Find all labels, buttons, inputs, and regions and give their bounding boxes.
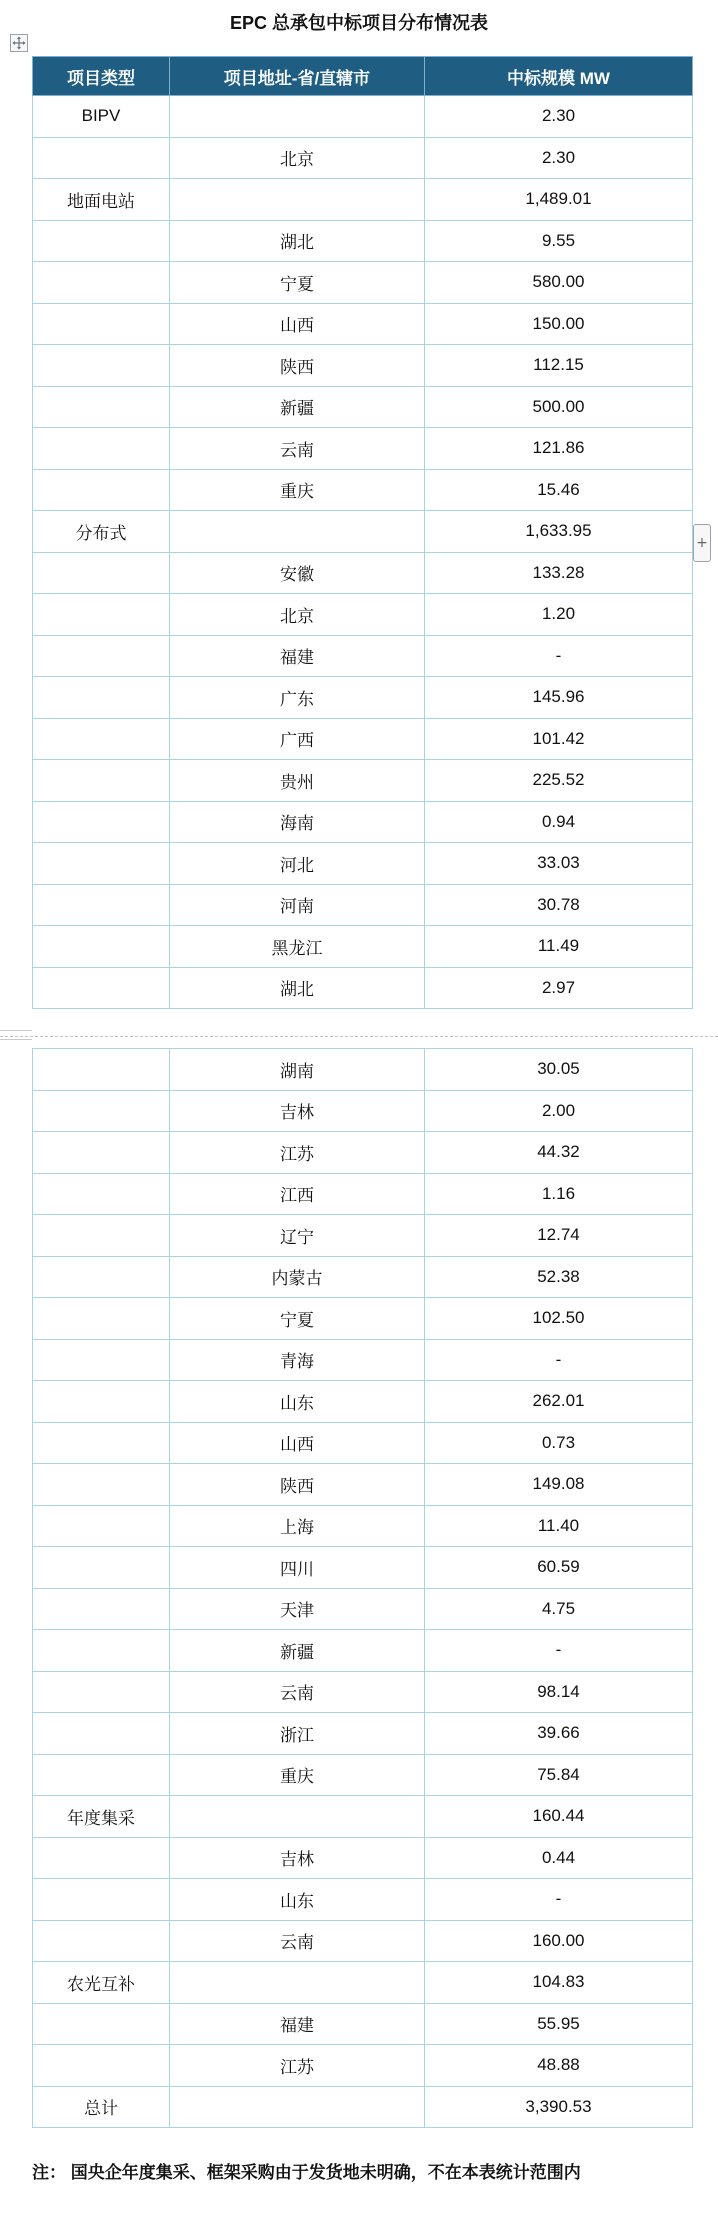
- cell-province: 新疆: [170, 386, 425, 428]
- cell-scale-mw: 11.40: [425, 1505, 693, 1547]
- cell-province: [170, 1796, 425, 1838]
- cell-project-type: 地面电站: [33, 179, 170, 221]
- cell-province: 上海: [170, 1505, 425, 1547]
- cell-scale-mw: 262.01: [425, 1381, 693, 1423]
- footnote: 注： 国央企年度集采、框架采购由于发货地未明确，不在本表统计范围内: [32, 2163, 581, 2182]
- header-project-type: 项目类型: [33, 57, 170, 96]
- cell-province: 黑龙江: [170, 926, 425, 968]
- table-row: [33, 1132, 693, 1174]
- cell-province: 湖北: [170, 220, 425, 262]
- cell-scale-mw: 0.73: [425, 1422, 693, 1464]
- cell-project-type: [33, 386, 170, 428]
- cell-province: 广东: [170, 677, 425, 719]
- cell-project-type: [33, 2045, 170, 2087]
- table-row: [33, 1920, 693, 1962]
- cell-province: 陕西: [170, 345, 425, 387]
- cell-project-type: [33, 1090, 170, 1132]
- cell-scale-mw: 160.44: [425, 1796, 693, 1838]
- table-row: [33, 220, 693, 262]
- table-row: [33, 1879, 693, 1921]
- cell-scale-mw: 150.00: [425, 303, 693, 345]
- cell-project-type: [33, 2003, 170, 2045]
- project-distribution-table-continued: [32, 1048, 693, 2128]
- cell-scale-mw: 0.44: [425, 1837, 693, 1879]
- header-scale-mw: 中标规模 MW: [425, 57, 693, 96]
- cell-province: 贵州: [170, 760, 425, 802]
- cell-province: 重庆: [170, 1754, 425, 1796]
- cell-scale-mw: 101.42: [425, 718, 693, 760]
- table-row: [33, 179, 693, 221]
- cell-scale-mw: 149.08: [425, 1464, 693, 1506]
- cell-project-type: [33, 1339, 170, 1381]
- cell-province: 山西: [170, 303, 425, 345]
- cell-project-type: [33, 469, 170, 511]
- cell-province: [170, 96, 425, 138]
- cell-province: 北京: [170, 594, 425, 636]
- cell-scale-mw: 133.28: [425, 552, 693, 594]
- cell-project-type: [33, 1422, 170, 1464]
- cell-scale-mw: 1,489.01: [425, 179, 693, 221]
- cell-project-type: [33, 1256, 170, 1298]
- table-row: [33, 967, 693, 1009]
- cell-scale-mw: 1,633.95: [425, 511, 693, 553]
- cell-province: 北京: [170, 137, 425, 179]
- cell-scale-mw: 11.49: [425, 926, 693, 968]
- cell-project-type: [33, 1298, 170, 1340]
- cell-project-type: [33, 843, 170, 885]
- table-row: [33, 386, 693, 428]
- cell-scale-mw: 9.55: [425, 220, 693, 262]
- table-row: [33, 801, 693, 843]
- cell-project-type: [33, 1920, 170, 1962]
- cell-province: 吉林: [170, 1837, 425, 1879]
- page-break-line: [0, 1036, 718, 1037]
- cell-scale-mw: 4.75: [425, 1588, 693, 1630]
- cell-province: 福建: [170, 2003, 425, 2045]
- table-row: [33, 926, 693, 968]
- table-row: [33, 345, 693, 387]
- cell-scale-mw: 55.95: [425, 2003, 693, 2045]
- table-row: [33, 1962, 693, 2004]
- cell-scale-mw: -: [425, 1879, 693, 1921]
- cell-scale-mw: 98.14: [425, 1671, 693, 1713]
- table-row: [33, 1754, 693, 1796]
- project-distribution-table: [32, 56, 693, 1009]
- cell-project-type: 分布式: [33, 511, 170, 553]
- cell-province: [170, 511, 425, 553]
- cell-project-type: [33, 926, 170, 968]
- table-row: [33, 718, 693, 760]
- cell-province: 山东: [170, 1879, 425, 1921]
- cell-project-type: [33, 1464, 170, 1506]
- table-row: [33, 1505, 693, 1547]
- cell-province: 云南: [170, 428, 425, 470]
- cell-scale-mw: 39.66: [425, 1713, 693, 1755]
- cell-scale-mw: 2.30: [425, 137, 693, 179]
- cell-province: 云南: [170, 1920, 425, 1962]
- cell-scale-mw: -: [425, 635, 693, 677]
- table-row: [33, 1630, 693, 1672]
- cell-project-type: [33, 1173, 170, 1215]
- page-break-marker: [0, 1030, 32, 1040]
- cell-province: 湖南: [170, 1049, 425, 1091]
- table-row: [33, 137, 693, 179]
- add-row-handle[interactable]: [693, 524, 711, 562]
- cell-project-type: [33, 1132, 170, 1174]
- cell-province: 江苏: [170, 2045, 425, 2087]
- header-province: 项目地址-省/直辖市: [170, 57, 425, 96]
- cell-project-type: [33, 967, 170, 1009]
- table-row: [33, 635, 693, 677]
- table-row: [33, 2045, 693, 2087]
- cell-province: 海南: [170, 801, 425, 843]
- cell-project-type: [33, 552, 170, 594]
- cell-scale-mw: 500.00: [425, 386, 693, 428]
- table-row: [33, 1298, 693, 1340]
- table-row: [33, 1049, 693, 1091]
- table-row: [33, 884, 693, 926]
- cell-scale-mw: 52.38: [425, 1256, 693, 1298]
- cell-project-type: [33, 1381, 170, 1423]
- cell-project-type: [33, 220, 170, 262]
- cell-project-type: [33, 1215, 170, 1257]
- cell-province: 河南: [170, 884, 425, 926]
- table-row: [33, 96, 693, 138]
- cell-province: 浙江: [170, 1713, 425, 1755]
- table-row: [33, 1215, 693, 1257]
- table-row: [33, 2086, 693, 2128]
- cell-project-type: [33, 1713, 170, 1755]
- cell-scale-mw: -: [425, 1339, 693, 1381]
- table-row: [33, 594, 693, 636]
- cell-project-type: [33, 1754, 170, 1796]
- cell-province: 宁夏: [170, 262, 425, 304]
- cell-scale-mw: 225.52: [425, 760, 693, 802]
- table-row: [33, 1422, 693, 1464]
- cell-province: 山东: [170, 1381, 425, 1423]
- table-row: [33, 1090, 693, 1132]
- cell-project-type: 年度集采: [33, 1796, 170, 1838]
- cell-project-type: 农光互补: [33, 1962, 170, 2004]
- cell-province: 青海: [170, 1339, 425, 1381]
- cell-project-type: [33, 1671, 170, 1713]
- cell-province: 辽宁: [170, 1215, 425, 1257]
- cell-scale-mw: 30.78: [425, 884, 693, 926]
- cell-scale-mw: 0.94: [425, 801, 693, 843]
- table-row: [33, 843, 693, 885]
- plus-icon: +: [696, 535, 708, 551]
- cell-province: 山西: [170, 1422, 425, 1464]
- table-row: [33, 1173, 693, 1215]
- cell-scale-mw: 1.16: [425, 1173, 693, 1215]
- cell-project-type: [33, 884, 170, 926]
- cell-project-type: [33, 718, 170, 760]
- cell-scale-mw: 3,390.53: [425, 2086, 693, 2128]
- cell-scale-mw: 1.20: [425, 594, 693, 636]
- cell-scale-mw: 48.88: [425, 2045, 693, 2087]
- cell-scale-mw: 121.86: [425, 428, 693, 470]
- document-title: EPC 总承包中标项目分布情况表: [229, 13, 488, 33]
- cell-project-type: [33, 1505, 170, 1547]
- table-row: [33, 262, 693, 304]
- cell-scale-mw: 75.84: [425, 1754, 693, 1796]
- table-row: [33, 1339, 693, 1381]
- cell-project-type: [33, 1630, 170, 1672]
- cell-project-type: [33, 677, 170, 719]
- cell-project-type: 总计: [33, 2086, 170, 2128]
- table-move-handle[interactable]: [10, 34, 28, 52]
- cell-province: 云南: [170, 1671, 425, 1713]
- cell-project-type: [33, 137, 170, 179]
- table-row: [33, 1713, 693, 1755]
- cell-project-type: [33, 594, 170, 636]
- table-row: [33, 1588, 693, 1630]
- cell-scale-mw: 15.46: [425, 469, 693, 511]
- cell-project-type: [33, 1837, 170, 1879]
- cell-scale-mw: 580.00: [425, 262, 693, 304]
- table-row: [33, 511, 693, 553]
- cell-scale-mw: 102.50: [425, 1298, 693, 1340]
- cell-project-type: [33, 303, 170, 345]
- cell-scale-mw: 2.00: [425, 1090, 693, 1132]
- cell-province: 陕西: [170, 1464, 425, 1506]
- cell-scale-mw: 160.00: [425, 1920, 693, 1962]
- cell-province: 天津: [170, 1588, 425, 1630]
- move-arrows-icon: [12, 36, 26, 50]
- cell-province: 内蒙古: [170, 1256, 425, 1298]
- cell-project-type: [33, 1049, 170, 1091]
- table-row: [33, 469, 693, 511]
- table-row: [33, 1464, 693, 1506]
- cell-project-type: BIPV: [33, 96, 170, 138]
- cell-scale-mw: 30.05: [425, 1049, 693, 1091]
- cell-province: 广西: [170, 718, 425, 760]
- cell-province: 吉林: [170, 1090, 425, 1132]
- table-header-row: [33, 57, 693, 96]
- table-row: [33, 1837, 693, 1879]
- cell-province: 江苏: [170, 1132, 425, 1174]
- table-row: [33, 1547, 693, 1589]
- table-row: [33, 1796, 693, 1838]
- cell-project-type: [33, 262, 170, 304]
- cell-province: [170, 1962, 425, 2004]
- cell-scale-mw: 60.59: [425, 1547, 693, 1589]
- cell-scale-mw: 2.30: [425, 96, 693, 138]
- cell-scale-mw: 33.03: [425, 843, 693, 885]
- table-row: [33, 1671, 693, 1713]
- cell-province: 福建: [170, 635, 425, 677]
- cell-scale-mw: 2.97: [425, 967, 693, 1009]
- cell-project-type: [33, 760, 170, 802]
- table-row: [33, 677, 693, 719]
- cell-project-type: [33, 428, 170, 470]
- cell-scale-mw: 104.83: [425, 1962, 693, 2004]
- cell-scale-mw: 112.15: [425, 345, 693, 387]
- table-row: [33, 2003, 693, 2045]
- table-row: [33, 552, 693, 594]
- cell-province: 江西: [170, 1173, 425, 1215]
- cell-province: 重庆: [170, 469, 425, 511]
- cell-project-type: [33, 345, 170, 387]
- table-row: [33, 428, 693, 470]
- cell-scale-mw: 145.96: [425, 677, 693, 719]
- cell-scale-mw: 44.32: [425, 1132, 693, 1174]
- cell-province: [170, 2086, 425, 2128]
- cell-province: 安徽: [170, 552, 425, 594]
- cell-province: 宁夏: [170, 1298, 425, 1340]
- cell-province: [170, 179, 425, 221]
- cell-province: 湖北: [170, 967, 425, 1009]
- table-row: [33, 1381, 693, 1423]
- cell-province: 河北: [170, 843, 425, 885]
- cell-scale-mw: -: [425, 1630, 693, 1672]
- cell-scale-mw: 12.74: [425, 1215, 693, 1257]
- cell-province: 四川: [170, 1547, 425, 1589]
- table-row: [33, 303, 693, 345]
- cell-project-type: [33, 635, 170, 677]
- table-row: [33, 760, 693, 802]
- cell-project-type: [33, 1588, 170, 1630]
- table-row: [33, 1256, 693, 1298]
- cell-project-type: [33, 1879, 170, 1921]
- cell-project-type: [33, 1547, 170, 1589]
- cell-project-type: [33, 801, 170, 843]
- cell-province: 新疆: [170, 1630, 425, 1672]
